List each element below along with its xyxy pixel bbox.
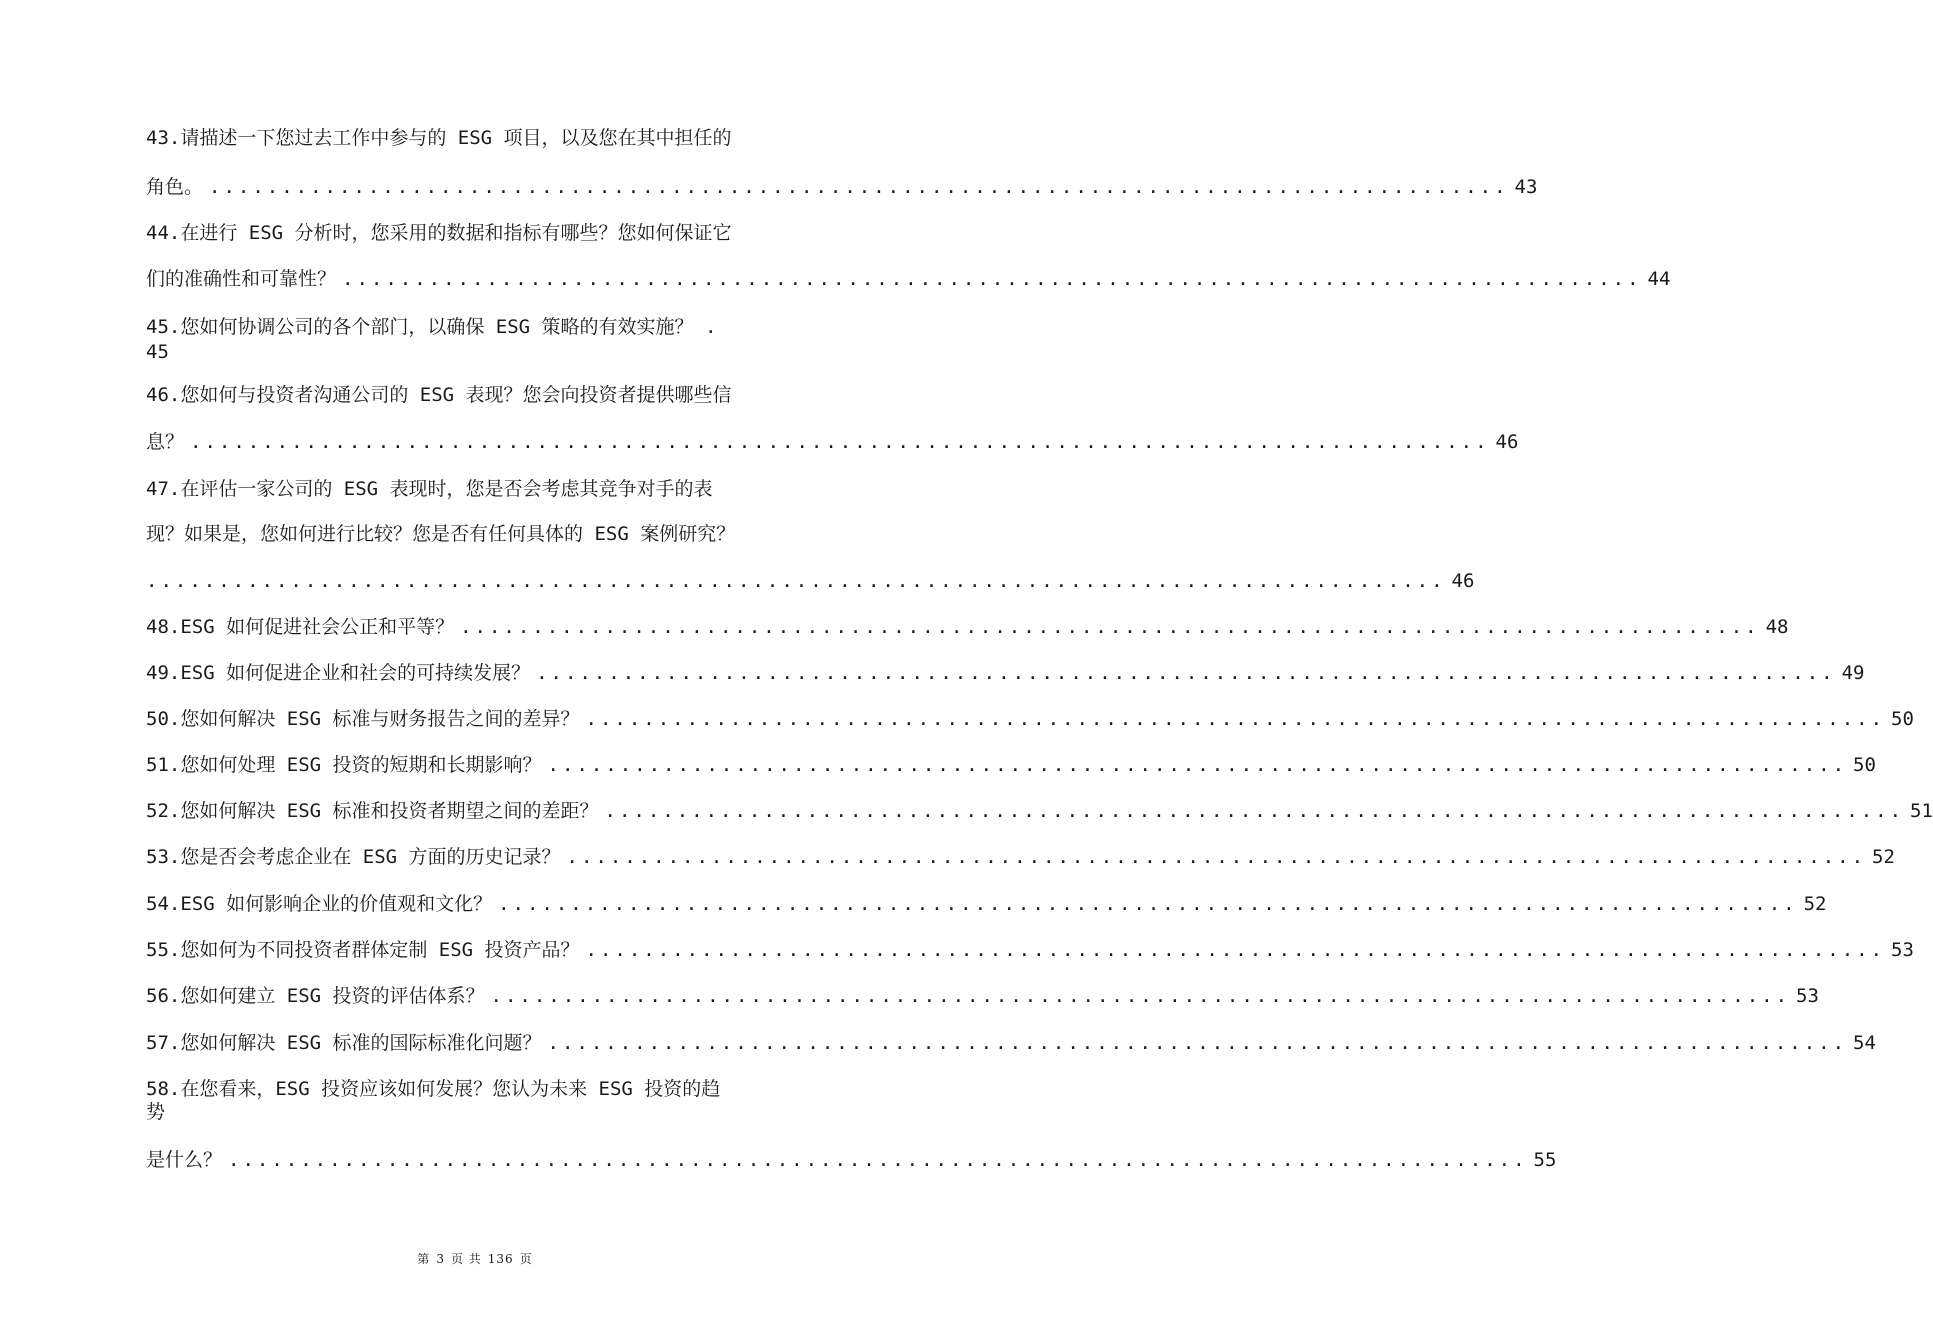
toc-entry-57[interactable] xyxy=(146,1031,1876,1055)
toc-entry-43-line1[interactable]: 43.请描述一下您过去工作中参与的 ESG 项目，以及您在其中担任的 xyxy=(146,127,732,149)
toc-page-number: 52 xyxy=(1872,846,1895,868)
dot-leader: .......................................................................................... xyxy=(585,708,1886,730)
dot-leader: .......................................................................................... xyxy=(146,570,1446,592)
dot-leader: .......................................................................................... xyxy=(536,662,1836,684)
toc-page-number: 46 xyxy=(1495,431,1519,453)
dot-leader: .......................................................................................... xyxy=(228,1149,1528,1171)
toc-entry-54[interactable] xyxy=(146,892,1827,916)
toc-entry-43-line2[interactable] xyxy=(146,175,1538,199)
dot-leader: .......................................................................................... xyxy=(190,431,1490,453)
page-footer xyxy=(0,1250,950,1267)
toc-entry-title: 是什么？ xyxy=(146,1149,223,1171)
dot-leader: .......................................................................................... xyxy=(342,268,1642,290)
dot-leader: .......................................................................................... xyxy=(547,754,1848,776)
dot-leader: .......................................................................................... xyxy=(498,893,1798,915)
toc-entry-47-line2[interactable]: 现？如果是，您如何进行比较？您是否有任何具体的 ESG 案例研究？ xyxy=(146,523,736,545)
toc-page-number: 55 xyxy=(1533,1149,1557,1171)
toc-entry-title: 51.您如何处理 ESG 投资的短期和长期影响？ xyxy=(146,754,542,776)
toc-entry-title: 们的准确性和可靠性？ xyxy=(146,268,337,290)
dot-leader: .......................................................................................... xyxy=(566,846,1867,868)
toc-entry-title: 48.ESG 如何促进社会公正和平等？ xyxy=(146,616,455,638)
toc-entry-46-line2[interactable] xyxy=(146,430,1519,454)
toc-entry-52[interactable] xyxy=(146,799,1933,823)
toc-entry-title: 57.您如何解决 ESG 标准的国际标准化问题？ xyxy=(146,1032,542,1054)
toc-entry-58-line1-wrap[interactable]: 势 xyxy=(146,1101,166,1123)
toc-entry-45-page: 45 xyxy=(146,341,169,363)
footer-prefix: 第 xyxy=(417,1252,431,1266)
toc-entry-title: 52.您如何解决 ESG 标准和投资者期望之间的差距？ xyxy=(146,800,599,822)
toc-page-number: 44 xyxy=(1647,268,1671,290)
toc-page-number: 54 xyxy=(1853,1032,1876,1054)
toc-page-number: 49 xyxy=(1841,662,1865,684)
toc-entry-45-line1[interactable]: 45.您如何协调公司的各个部门，以确保 ESG 策略的有效实施？ . xyxy=(146,316,717,338)
toc-page-number: 53 xyxy=(1891,939,1914,961)
toc-entry-55[interactable] xyxy=(146,938,1914,962)
toc-page-number: 53 xyxy=(1796,985,1819,1007)
toc-entry-51[interactable] xyxy=(146,753,1876,777)
dot-leader: .......................................................................................... xyxy=(585,939,1886,961)
toc-entry-53[interactable] xyxy=(146,845,1895,869)
toc-entry-title: 49.ESG 如何促进企业和社会的可持续发展？ xyxy=(146,662,531,684)
toc-entry-title: 角色。 xyxy=(146,176,204,198)
footer-mid: 页 共 xyxy=(450,1252,482,1266)
dot-leader: .......................................................................................... xyxy=(209,176,1509,198)
toc-entry-48[interactable] xyxy=(146,615,1789,639)
toc-entry-44-line1[interactable]: 44.在进行 ESG 分析时，您采用的数据和指标有哪些？您如何保证它 xyxy=(146,222,732,244)
toc-entry-title: 息？ xyxy=(146,431,185,453)
toc-entry-title: 56.您如何建立 ESG 投资的评估体系？ xyxy=(146,985,485,1007)
toc-page-number: 51 xyxy=(1910,800,1933,822)
footer-total-pages: 136 xyxy=(487,1252,514,1266)
toc-entry-47-line1[interactable]: 47.在评估一家公司的 ESG 表现时，您是否会考虑其竞争对手的表 xyxy=(146,478,713,500)
toc-page-number: 52 xyxy=(1803,893,1827,915)
footer-suffix: 页 xyxy=(519,1252,533,1266)
toc-entry-title: 53.您是否会考虑企业在 ESG 方面的历史记录？ xyxy=(146,846,561,868)
toc-entry-49[interactable] xyxy=(146,661,1865,685)
toc-entry-50[interactable] xyxy=(146,707,1914,731)
toc-page-number: 48 xyxy=(1765,616,1789,638)
toc-page-number: 50 xyxy=(1853,754,1876,776)
toc-page-number: 46 xyxy=(1451,570,1475,592)
dot-leader: .......................................................................................... xyxy=(460,616,1760,638)
dot-leader: .......................................................................................... xyxy=(604,800,1905,822)
toc-entry-title: 54.ESG 如何影响企业的价值观和文化？ xyxy=(146,893,493,915)
toc-page-number: 50 xyxy=(1891,708,1914,730)
toc-entry-44-line2[interactable] xyxy=(146,267,1671,291)
toc-entry-title: 50.您如何解决 ESG 标准与财务报告之间的差异？ xyxy=(146,708,580,730)
toc-entry-46-line1[interactable]: 46.您如何与投资者沟通公司的 ESG 表现？您会向投资者提供哪些信 xyxy=(146,384,732,406)
toc-page-number: 43 xyxy=(1514,176,1538,198)
toc-entry-58-line2[interactable] xyxy=(146,1148,1557,1172)
dot-leader: .......................................................................................... xyxy=(490,985,1791,1007)
toc-entry-title: 55.您如何为不同投资者群体定制 ESG 投资产品？ xyxy=(146,939,580,961)
toc-entry-47-line3[interactable] xyxy=(146,569,1475,593)
toc-entry-56[interactable] xyxy=(146,984,1819,1008)
dot-leader: .......................................................................................... xyxy=(547,1032,1848,1054)
toc-entry-58-line1[interactable]: 58.在您看来，ESG 投资应该如何发展？您认为未来 ESG 投资的趋 xyxy=(146,1078,721,1100)
footer-current-page: 3 xyxy=(436,1252,445,1266)
